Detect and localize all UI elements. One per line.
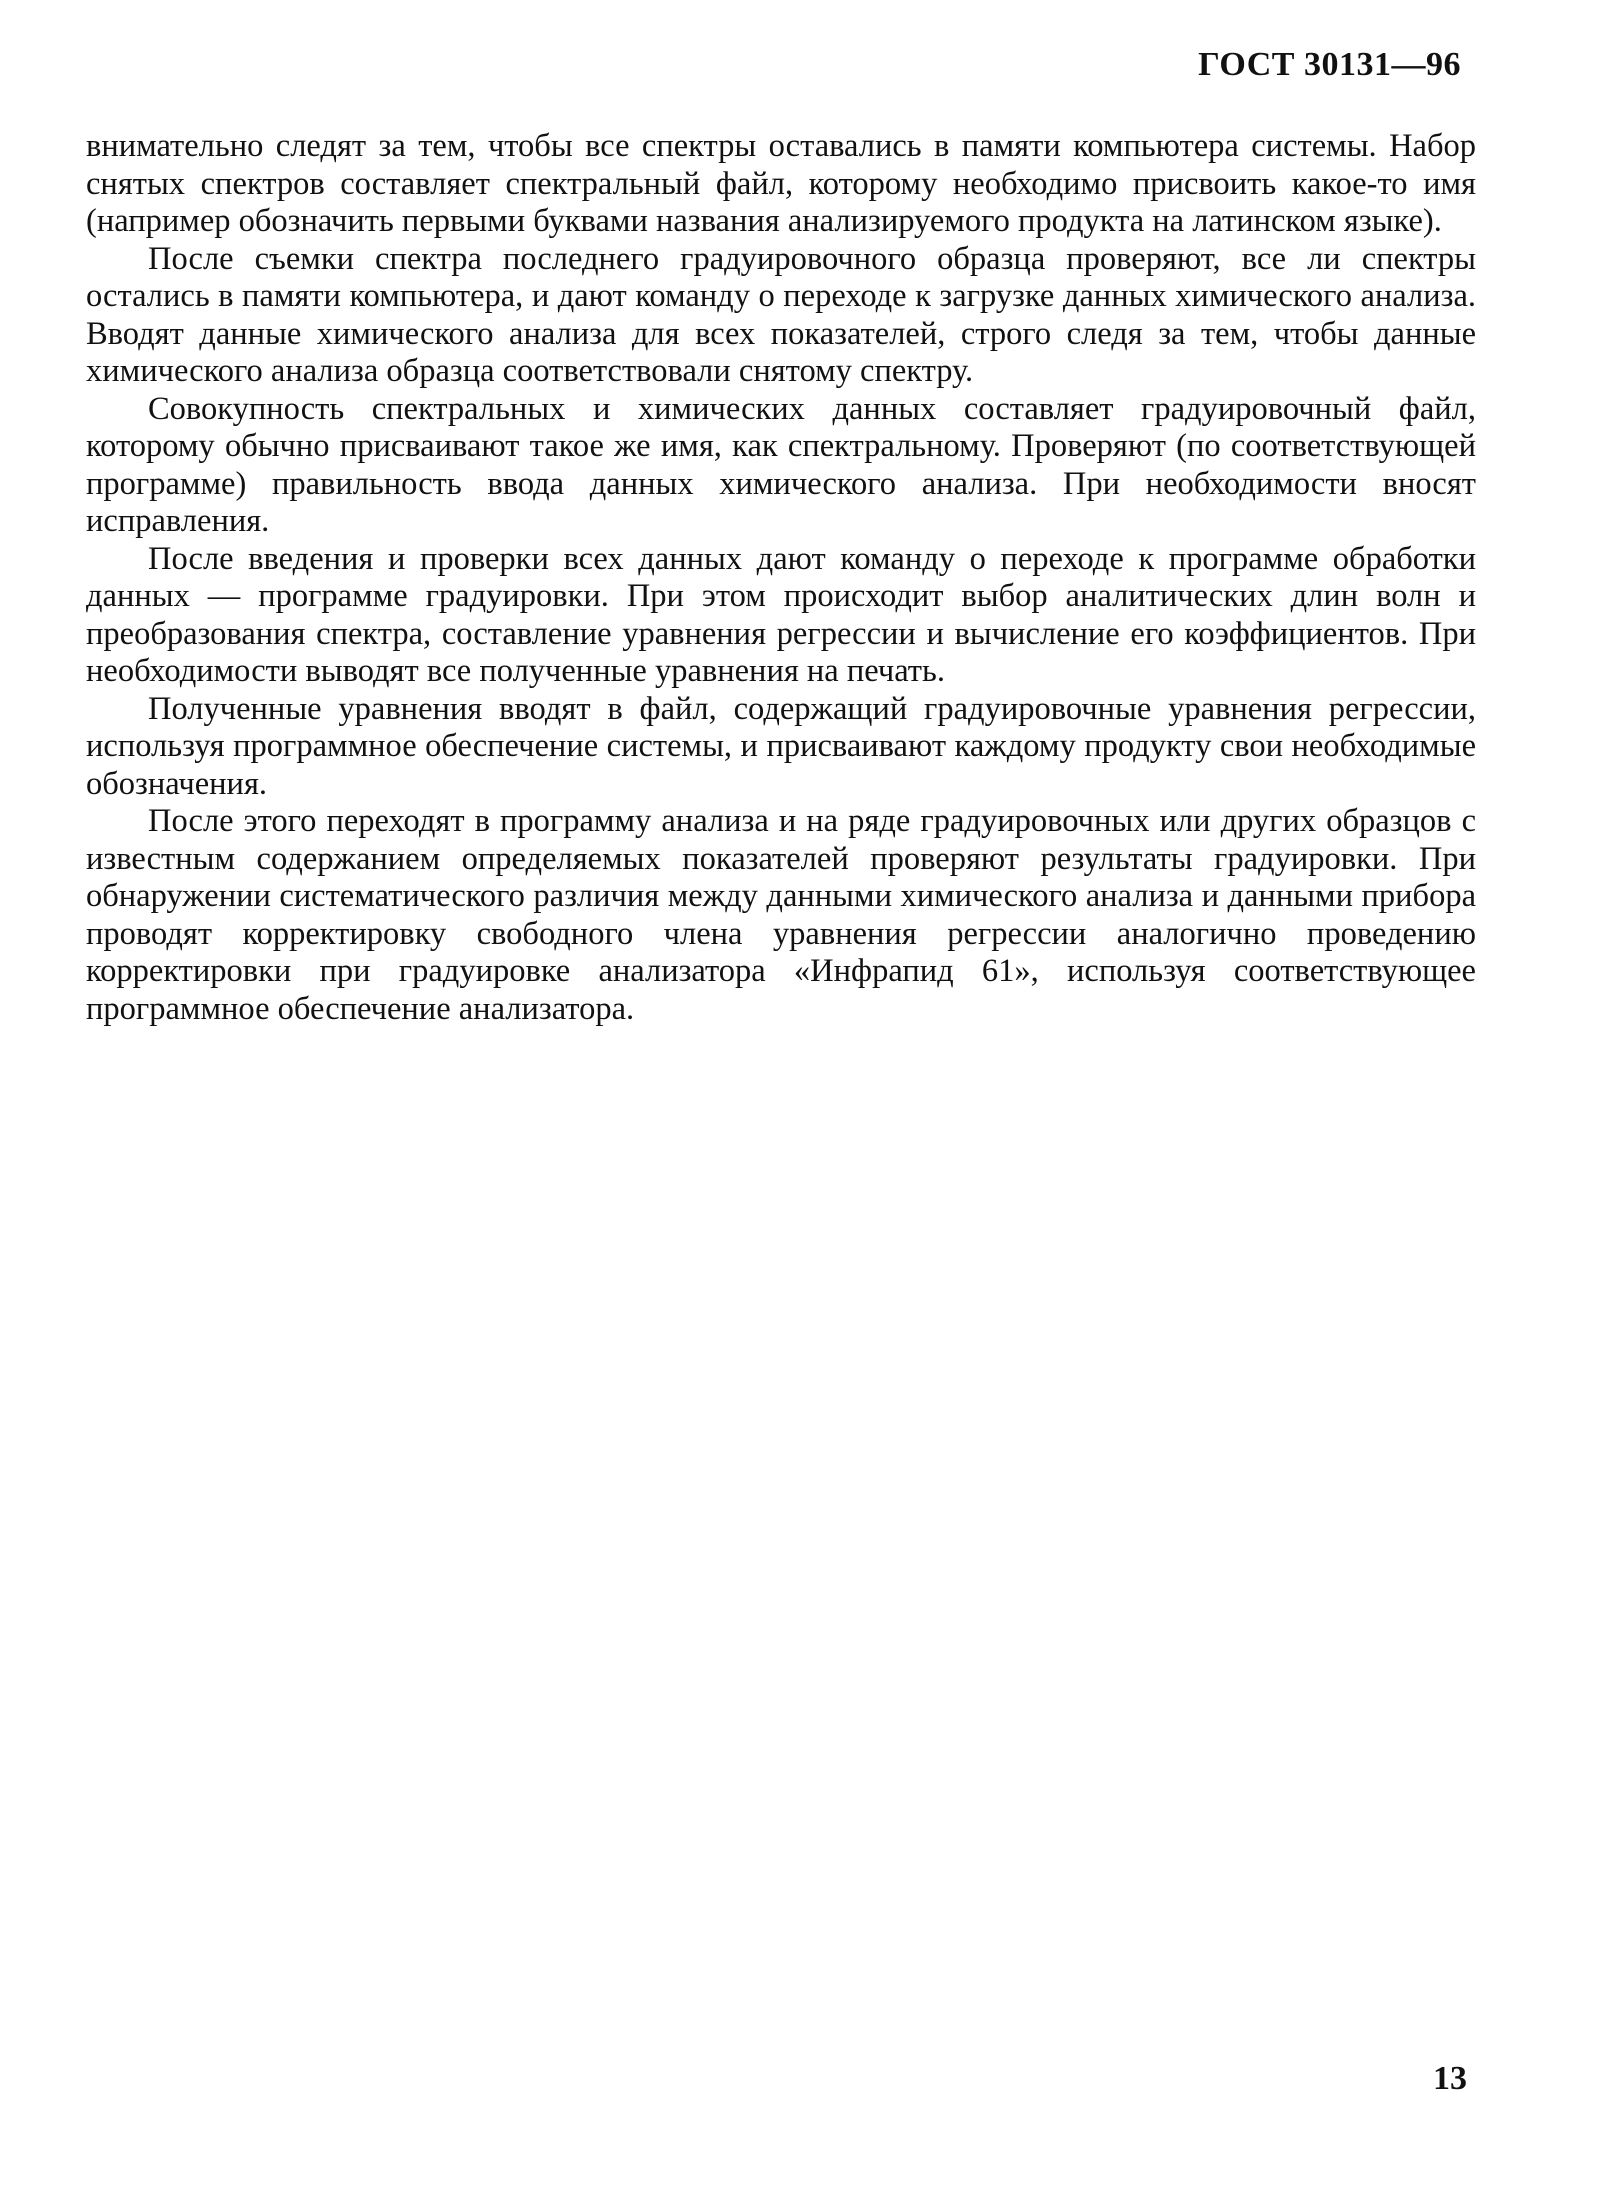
paragraph-1: внимательно следят за тем, чтобы все спектры оставались в памяти компьютера системы. Набор снятых спектров составляет спектральный файл, которому необходимо присвоить какое-то имя (например обозначить первыми буквами названия анализируемого продукта на латинском языке). bbox=[86, 128, 1476, 239]
document-header: ГОСТ 30131—96 bbox=[1198, 46, 1461, 83]
paragraph-4: После введения и проверки всех данных дают команду о переходе к программе обработки данных — программе градуировки. При этом происходит выбор аналитических длин волн и преобразования спектра, составление уравнения регрессии и вычисление его коэффициентов. При необходимости выводят все полученные уравнения на печать. bbox=[86, 540, 1476, 689]
paragraph-2: После съемки спектра последнего градуировочного образца проверяют, все ли спектры остались в памяти компьютера, и дают команду о переходе к загрузке данных химического анализа. Вводят данные химического анализа для всех показателей, строго следя за тем, чтобы данные химического анализа образца соответствовали снятому спектру. bbox=[86, 240, 1476, 389]
paragraph-3: Совокупность спектральных и химических данных составляет градуировочный файл, которому обычно присваивают такое же имя, как спектральному. Проверяют (по соответствующей программе) правильность ввода данных химического анализа. При необходимости вносят исправления. bbox=[86, 390, 1476, 539]
page-number: 13 bbox=[1433, 2060, 1467, 2097]
paragraph-5: Полученные уравнения вводят в файл, содержащий градуировочные уравнения регрессии, используя программное обеспечение системы, и присваивают каждому продукту свои необходимые обозначения. bbox=[86, 690, 1476, 802]
paragraph-6: После этого переходят в программу анализа и на ряде градуировочных или других образцов с известным содержанием определяемых показателей проверяют результаты градуировки. При обнаружении систематического различия между данными химического анализа и данными прибора проводят корректировку свободного члена уравнения регрессии аналогично проведению корректировки при градуировке анализатора «Инфрапид 61», используя соответствующее программное обеспечение анализатора. bbox=[86, 803, 1476, 1027]
document-body bbox=[86, 128, 1476, 1028]
